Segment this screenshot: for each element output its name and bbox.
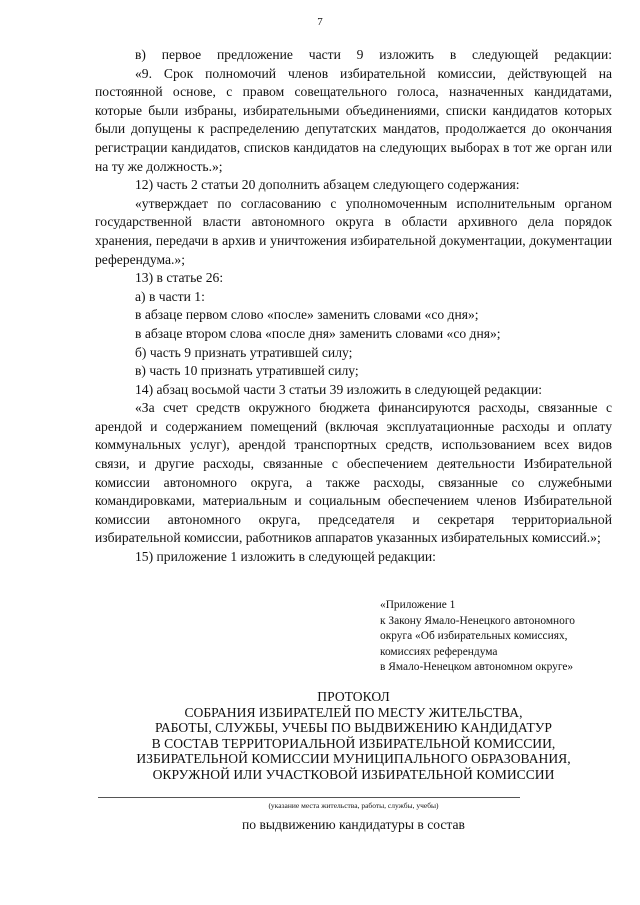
paragraph: а) в части 1: [135, 288, 205, 304]
annex-line: «Приложение 1 [380, 599, 456, 611]
annex-line: округа «Об избирательных комиссиях, [380, 630, 568, 643]
title-line: ИЗБИРАТЕЛЬНОЙ КОМИССИИ МУНИЦИПАЛЬНОГО ОБРАЗОВАНИЯ, [136, 751, 571, 767]
annex-line: в Ямало-Ненецком автономном округе» [380, 661, 574, 674]
paragraph: в) первое предложение части 9 изложить в следующей редакции: [135, 47, 612, 62]
title-line: В СОСТАВ ТЕРРИТОРИАЛЬНОЙ ИЗБИРАТЕЛЬНОЙ КОМИССИИ, [151, 735, 556, 751]
paragraph: 15) приложение 1 изложить в следующей редакции: [135, 549, 436, 565]
paragraph: в абзаце первом слово «после» заменить словами «со дня»; [135, 307, 479, 323]
paragraph: «9. Срок полномочий членов избирательной комиссии, действующей на постоянной основе, с правом совещательного голоса, назначенных кандидатами, которые были избраны, избирательными объединениями, списки кандидатов которых были допущены к распределению депутатских мандатов, продолжается до окончания регистрации кандидатов, списков кандидатов на следующих выборах в тот же орган или на ту же должность.»; [95, 65, 612, 174]
place-hint: (указание места жительства, работы, службы, учебы) [268, 801, 439, 810]
title-line: ОКРУЖНОЙ ИЛИ УЧАСТКОВОЙ ИЗБИРАТЕЛЬНОЙ КОМИССИИ [152, 766, 555, 782]
paragraph: 13) в статье 26: [135, 270, 224, 286]
paragraph: в) часть 10 признать утратившей силу; [135, 363, 359, 379]
body-text [95, 46, 612, 567]
page-number: 7 [317, 16, 323, 28]
annex-line: к Закону Ямало-Ненецкого автономного [380, 614, 575, 627]
nomination-line: по выдвижению кандидатуры в состав [242, 817, 465, 832]
paragraph: «За счет средств окружного бюджета финансируются расходы, связанные с арендой и содержанием помещений (включая эксплуатационные расходы и оплату коммунальных услуг), арендой транспортных средств, использованием всех видов связи, и другие расходы, связанные с обеспечением деятельности Избирательной комиссии автономного округа, а также расходы, связанные со служебными командировками, материальным и социальным обеспечением членов Избирательной комиссии автономного округа, председателя и секретаря территориальной избирательной комиссии, работников аппаратов указанных избирательных комиссий.»; [95, 400, 612, 546]
paragraph: 14) абзац восьмой части 3 статьи 39 изложить в следующей редакции: [135, 381, 543, 397]
annex-reference [380, 598, 620, 676]
paragraph: в абзаце втором слова «после дня» заменить словами «со дня»; [135, 325, 501, 341]
paragraph: «утверждает по согласованию с уполномоченным исполнительным органом государственной власти автономного округа в области архивного дела порядок хранения, передачи в архив и уничтожения избирательной документации, документации референдума.»; [95, 195, 612, 267]
paragraph: б) часть 9 признать утратившей силу; [135, 344, 353, 360]
title-line: СОБРАНИЯ ИЗБИРАТЕЛЕЙ ПО МЕСТУ ЖИТЕЛЬСТВА, [184, 704, 523, 720]
title-line: ПРОТОКОЛ [317, 689, 390, 704]
annex-line: комиссиях референдума [380, 645, 498, 658]
paragraph: 12) часть 2 статьи 20 дополнить абзацем следующего содержания: [135, 177, 520, 193]
title-line: РАБОТЫ, СЛУЖБЫ, УЧЕБЫ ПО ВЫДВИЖЕНИЮ КАНДИДАТУР [155, 720, 552, 736]
protocol-title [95, 689, 612, 783]
fill-in-line [98, 797, 520, 798]
